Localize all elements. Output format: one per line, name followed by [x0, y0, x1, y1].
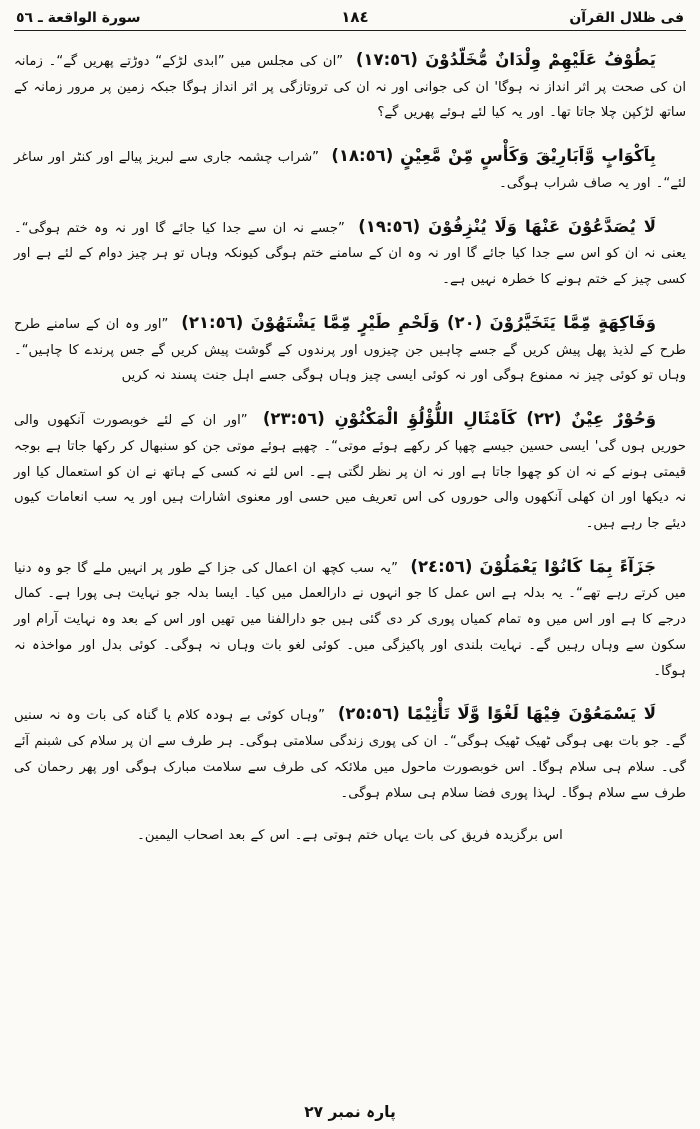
commentary-text-4: ”اور وہ ان کے سامنے طرح طرح کے لذیذ پھل پیش کریں گے جسے چاہیں جن چیزوں اور پرندوں کے گوشت پیش کریں گے جس پرندے کا چاہیں“۔ وہاں تو کوئی چیز نہ ممنوع ہوگی اور نہ کوئی ایسی چیز وہاں ہوگی جسے اہل جنت پسند نہ کریں [14, 316, 686, 384]
quran-verse-19-56: لَا يُصَدَّعُوْنَ عَنْهَا وَلَا يُنْزِفُوْنَ (١٩:٥٦) [358, 216, 656, 236]
page-header [12, 8, 688, 29]
header-page-number: ١٨٤ [341, 8, 369, 26]
header-surah-title: سورة الواقعة ـ ٥٦ [16, 10, 141, 26]
quran-verse-20-21-56: وَفَاكِهَةٍ مِّمَّا يَتَخَيَّرُوْنَ (٢٠) وَلَحْمِ طَيْرٍ مِّمَّا يَشْتَهُوْنَ (٢١:٥٦) [181, 312, 656, 332]
tafsir-section-1 [14, 47, 686, 126]
commentary-text-3: ”جسے نہ ان سے جدا کیا جائے گا اور نہ وہ ختم ہوگی“۔ یعنی نہ ان کو اس سے جدا کیا جائے گا اور نہ وہ ان کے سامنے ختم ہوگی کیونکہ وہاں تو ہر چیز دوام کے لئے ہے اور کسی چیز کے ختم ہونے کا خطرہ نہیں ہے۔ [14, 220, 686, 288]
tafsir-section-2 [14, 143, 686, 196]
header-divider [14, 30, 686, 31]
quran-verse-22-23-56: وَحُوْرٌ عِيْنٌ (٢٢) كَاَمْثَالِ اللُّؤْلُؤِ الْمَكْنُوْنِ (٢٣:٥٦) [262, 409, 656, 429]
commentary-text-2: ”شراب چشمہ جاری سے لبریز پیالے اور کنٹر اور ساغر لئے“۔ اور یہ صاف شراب ہوگی۔ [14, 150, 686, 191]
footer-para-number: پارہ نمبر ٢٧ [304, 1103, 396, 1121]
quran-verse-24-56: جَزَآءً بِمَا كَانُوْا يَعْمَلُوْنَ (٢٤:٥٦) [410, 556, 656, 576]
commentary-text-7: ”وہاں کوئی بے ہودہ کلام یا گناہ کی بات وہ نہ سنیں گے۔ جو بات بھی ہوگی ٹھیک ٹھیک ہوگی“۔ ان کی پوری زندگی سلامتی ہوگی۔ ہر طرف سے ان پر سلام کی شبنم آئے گی۔ سلام ہی سلام ہوگا۔ اس خوبصورت ماحول میں ملائکہ کی طرف سے سلامت مبارک ہوگی اور پھر رحمان کی طرف سے سلام ہوگا۔ لہذا پوری فضا سلام ہی سلام ہوگی۔ [14, 708, 686, 801]
commentary-text-5: ”اور ان کے لئے خوبصورت آنکھوں والی حوریں ہوں گی' ایسی حسین جیسے چھپا کر رکھے ہوئے موتی“۔ چھپے ہوئے موتی جن کو سنبھال کر رکھا جاتا ہے بوجہ قیمتی ہونے کے نہ ان کو چھوا جاتا ہے اور نہ ان پر نظر لگتی ہے۔ اس لئے نہ کسی کے ہاتھ نے ان کو استعمال کیا اور نہ دیکھا اور ان کھلی آنکھوں والی حوروں کی اس تعریف میں حسی اور معنوی اشارات ہیں اور یہ سب انعامات کیوں دیئے جا رہے ہیں۔ [14, 413, 686, 532]
closing-line: اس برگزیدہ فریق کی بات یہاں ختم ہوتی ہے۔ اس کے بعد اصحاب الیمین۔ [137, 828, 563, 844]
tafsir-body [12, 47, 688, 1097]
commentary-text-1: ”ان کی مجلس میں ”ابدی لڑکے“ دوڑتے پھریں گے“۔ زمانہ ان کی صحت پر اثر انداز نہ ہوگا' ان کی جوانی اور نہ ان کی تروتازگی پر اثر انداز ہوگا جبکہ زمین پر مرور زمانہ کے ساتھ لڑکپن چلا جاتا تھا۔ اور یہ کیا لئے ہوئے پھریں گے؟ [14, 54, 686, 121]
page-footer [12, 1097, 688, 1123]
quran-verse-17-56: يَطُوْفُ عَلَيْهِمْ وِلْدَانٌ مُّخَلَّدُوْنَ (١٧:٥٦) [355, 50, 656, 69]
tafsir-section-4 [14, 310, 686, 389]
tafsir-section-5 [14, 406, 686, 537]
quran-verse-18-56: بِاَكْوَابٍ وَّاَبَارِيْقَ وَكَأْسٍ مِّنْ مَّعِيْنٍ (١٨:٥٦) [331, 146, 656, 166]
header-book-title: فی ظلال القرآن [569, 10, 684, 26]
commentary-text-6: ”یہ سب کچھ ان اعمال کی جزا کے طور پر انہیں ملے گا جو وہ دنیا میں کرتے رہے تھے“۔ یہ بدلہ ہے اس عمل کا جو انہوں نے دارالعمل میں کیا۔ ایسا بدلہ جو نہایت ہی پورا ہے۔ کمال درجے کا ہے اور اس میں وہ تمام کمیاں پوری کر دی گئی ہیں جو دارالفنا میں تھیں اور اس کے بعد وہ نہایت آرام اور سکون سے وہاں رہیں گے۔ نہایت بلندی اور پاکیزگی میں۔ کوئی لغو بات وہاں نہ ہوگی۔ کوئی بدل اور مواخذہ نہ ہوگا۔ [14, 560, 686, 679]
tafsir-section-3 [14, 214, 686, 293]
tafsir-section-7 [14, 701, 686, 806]
tafsir-section-6 [14, 554, 686, 685]
quran-verse-25-56: لَا يَسْمَعُوْنَ فِيْهَا لَغْوًا وَّلَا تَأْثِيْمًا (٢٥:٥٦) [337, 704, 656, 724]
